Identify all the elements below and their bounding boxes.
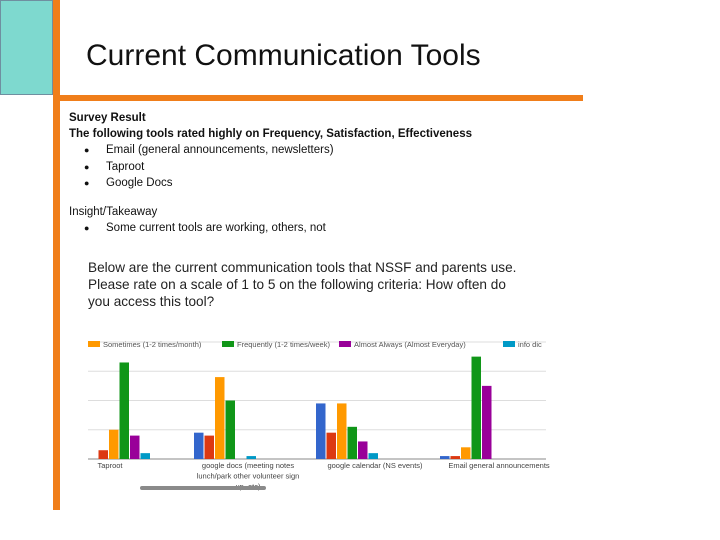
bar xyxy=(327,433,337,459)
bar xyxy=(369,453,379,459)
bar xyxy=(226,401,236,460)
chart-question: Below are the current communication tools that NSSF and parents use. Please rate on a scale of 1 to 5 on the following criteria: How often do you access this tool? xyxy=(88,260,517,309)
legend-label: Sometimes (1-2 times/month) xyxy=(103,340,202,349)
survey-heading: Survey Result xyxy=(69,112,146,124)
tools-list xyxy=(69,142,472,191)
teal-accent-block xyxy=(0,0,53,95)
x-tick-label: lunch/park other volunteer sign xyxy=(196,471,300,481)
bar xyxy=(316,403,326,459)
bar xyxy=(130,436,140,459)
bar xyxy=(337,403,347,459)
orange-vertical-rule xyxy=(53,0,60,510)
list-item: ● Taproot xyxy=(69,159,472,175)
bar xyxy=(141,453,151,459)
x-tick-label: Taproot xyxy=(97,461,123,470)
bar xyxy=(120,362,130,459)
legend-label: Frequently (1-2 times/week) xyxy=(237,340,330,349)
legend-swatch xyxy=(88,341,100,347)
legend-label: Almost Always (Almost Everyday) xyxy=(354,340,466,349)
legend-swatch xyxy=(503,341,515,347)
bar xyxy=(215,377,225,459)
list-item: ● Some current tools are working, others, not xyxy=(69,220,472,236)
slide-title: Current Communication Tools xyxy=(86,39,481,72)
bar xyxy=(482,386,492,459)
bar xyxy=(440,456,450,459)
bar xyxy=(472,357,482,459)
bar xyxy=(109,430,119,459)
bar xyxy=(461,447,471,459)
bar xyxy=(194,433,204,459)
insight-heading: Insight/Takeaway xyxy=(69,206,158,219)
insights-list xyxy=(69,220,472,236)
survey-text-block xyxy=(69,110,472,236)
legend-swatch xyxy=(222,341,234,347)
list-item: ● Google Docs xyxy=(69,175,472,191)
horizontal-scrollbar[interactable] xyxy=(140,486,266,490)
bar-chart xyxy=(84,332,554,492)
bar xyxy=(348,427,358,459)
list-item: ● Email (general announcements, newsletters) xyxy=(69,142,472,158)
x-tick-label: Email general announcements xyxy=(448,461,550,470)
bar xyxy=(247,456,257,459)
x-tick-label: google calendar (NS events) xyxy=(327,461,423,470)
survey-subheading: The following tools rated highly on Frequency, Satisfaction, Effectiveness xyxy=(69,128,472,141)
legend-label: info dic xyxy=(518,340,542,349)
orange-horizontal-rule xyxy=(53,95,583,101)
bar xyxy=(99,450,109,459)
bar xyxy=(451,456,461,459)
spacer xyxy=(69,191,472,204)
bar xyxy=(205,436,215,459)
bar xyxy=(358,441,368,459)
legend-swatch xyxy=(339,341,351,347)
x-tick-label: google docs (meeting notes xyxy=(201,461,295,470)
